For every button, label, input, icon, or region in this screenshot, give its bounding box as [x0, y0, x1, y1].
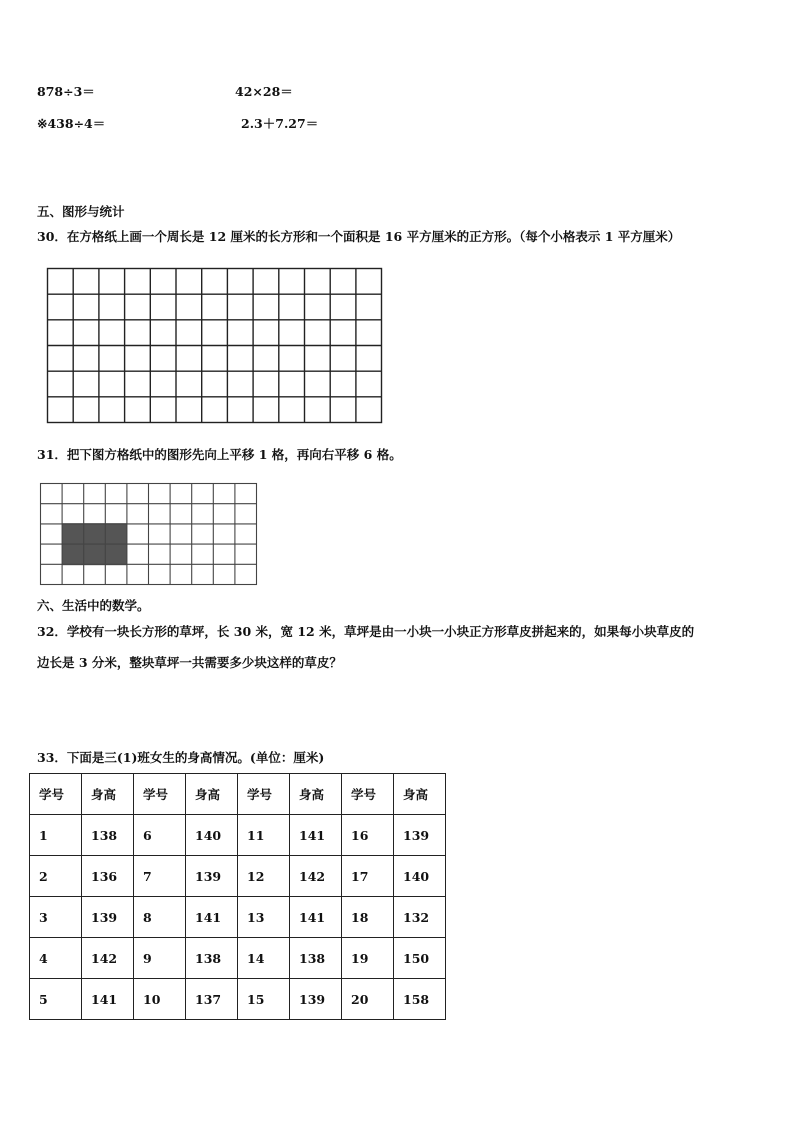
table-row — [30, 979, 446, 1020]
table-cell: 140 — [394, 856, 446, 897]
table-cell: 12 — [238, 856, 290, 897]
table-cell: 6 — [134, 815, 186, 856]
table-cell: 142 — [290, 856, 342, 897]
table-cell: 138 — [186, 938, 238, 979]
table-cell: 158 — [394, 979, 446, 1020]
header-cell: 学号 — [134, 774, 186, 815]
calc-438-div-4: ※438÷4＝ — [37, 116, 106, 131]
calc-878-div-3: 878÷3＝ — [37, 84, 95, 99]
table-row — [30, 897, 446, 938]
table-cell: 1 — [30, 815, 82, 856]
table-cell: 7 — [134, 856, 186, 897]
table-cell: 136 — [82, 856, 134, 897]
question-32-line-2: 边长是 3 分米，整块草坪一共需要多少块这样的草皮？ — [37, 655, 342, 670]
table-row — [30, 815, 446, 856]
table-cell: 18 — [342, 897, 394, 938]
table-cell: 141 — [290, 897, 342, 938]
table-cell: 139 — [82, 897, 134, 938]
header-cell: 身高 — [186, 774, 238, 815]
header-cell: 学号 — [30, 774, 82, 815]
table-cell: 141 — [186, 897, 238, 938]
table-cell: 11 — [238, 815, 290, 856]
question-30-text: 30．在方格纸上画一个周长是 12 厘米的长方形和一个面积是 16 平方厘米的正方形。（每个小格表示 1 平方厘米） — [37, 229, 681, 244]
table-cell: 138 — [82, 815, 134, 856]
table-cell: 5 — [30, 979, 82, 1020]
question-31-text: 31．把下图方格纸中的图形先向上平移 1 格，再向右平移 6 格。 — [37, 447, 402, 462]
section-6-title: 六、生活中的数学。 — [37, 598, 150, 613]
table-cell: 2 — [30, 856, 82, 897]
table-cell: 4 — [30, 938, 82, 979]
table-header-row — [30, 774, 446, 815]
table-cell: 20 — [342, 979, 394, 1020]
table-cell: 141 — [290, 815, 342, 856]
calc-42-times-28: 42×28＝ — [235, 84, 293, 99]
table-cell: 9 — [134, 938, 186, 979]
section-5-title: 五、图形与统计 — [37, 204, 125, 219]
table-cell: 140 — [186, 815, 238, 856]
table-row — [30, 938, 446, 979]
table-cell: 139 — [290, 979, 342, 1020]
table-cell: 139 — [186, 856, 238, 897]
table-cell: 132 — [394, 897, 446, 938]
table-cell: 13 — [238, 897, 290, 938]
table-cell: 15 — [238, 979, 290, 1020]
table-cell: 17 — [342, 856, 394, 897]
question-30-grid-paper — [46, 267, 384, 424]
table-row — [30, 856, 446, 897]
question-32-line-1: 32．学校有一块长方形的草坪，长 30 米，宽 12 米，草坪是由一小块一小块正方形草皮拼起来的，如果每小块草皮的 — [37, 624, 695, 639]
header-cell: 身高 — [290, 774, 342, 815]
table-cell: 16 — [342, 815, 394, 856]
header-cell: 身高 — [82, 774, 134, 815]
calc-2-3-plus-7-27: 2.3＋7.27＝ — [241, 116, 319, 131]
table-cell: 19 — [342, 938, 394, 979]
question-31-grid-paper — [39, 482, 258, 586]
table-cell: 10 — [134, 979, 186, 1020]
question-33-text: 33．下面是三(1)班女生的身高情况。(单位：厘米) — [37, 750, 325, 765]
table-cell: 137 — [186, 979, 238, 1020]
table-cell: 139 — [394, 815, 446, 856]
table-cell: 138 — [290, 938, 342, 979]
table-cell: 3 — [30, 897, 82, 938]
header-cell: 身高 — [394, 774, 446, 815]
table-cell: 141 — [82, 979, 134, 1020]
table-cell: 8 — [134, 897, 186, 938]
header-cell: 学号 — [238, 774, 290, 815]
header-cell: 学号 — [342, 774, 394, 815]
table-cell: 142 — [82, 938, 134, 979]
height-table — [29, 773, 446, 1020]
table-cell: 14 — [238, 938, 290, 979]
table-cell: 150 — [394, 938, 446, 979]
